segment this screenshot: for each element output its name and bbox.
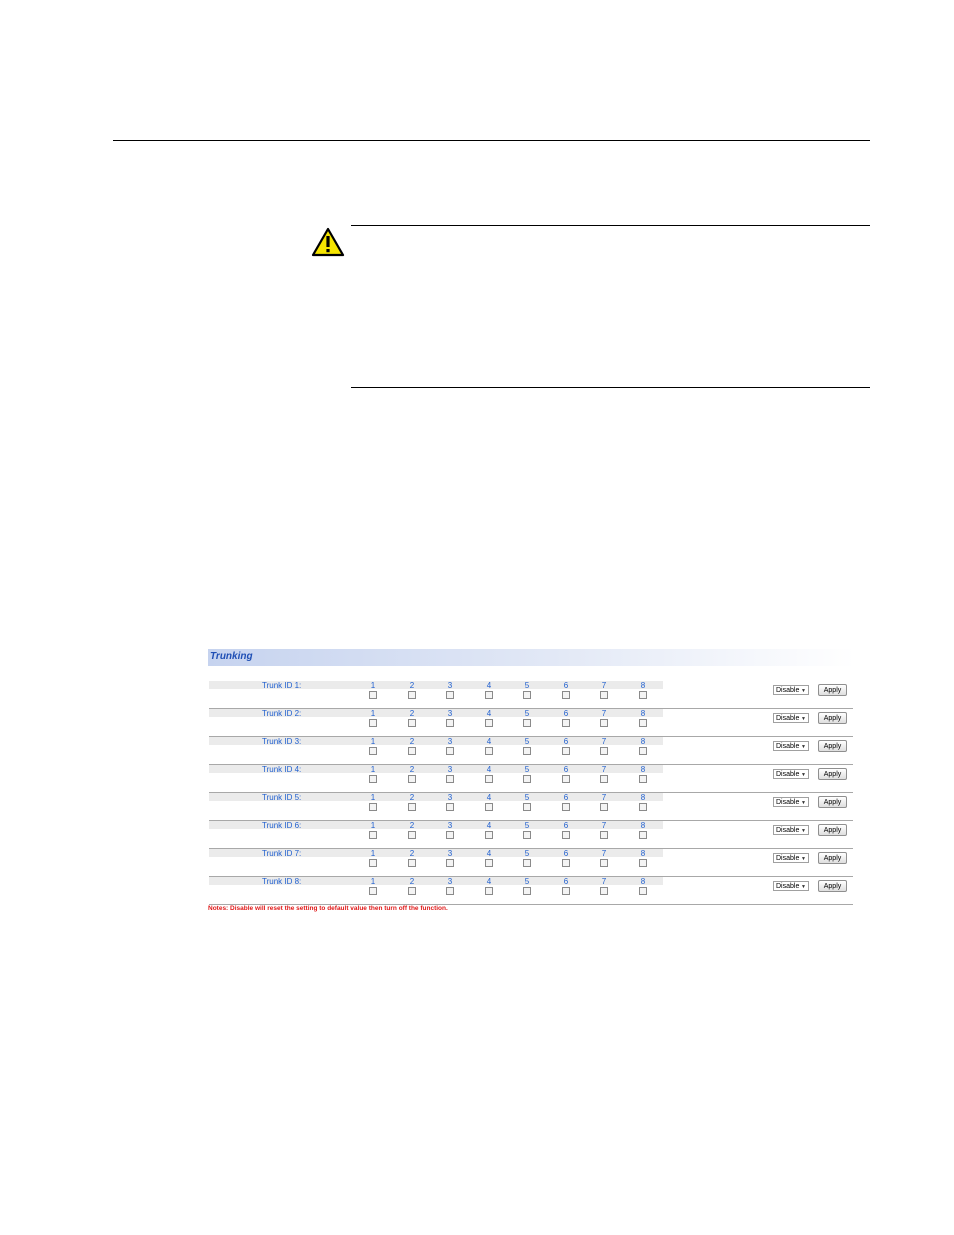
trunk-row — [209, 793, 855, 821]
port-checkbox[interactable] — [523, 775, 531, 783]
port-number: 1 — [370, 821, 376, 830]
port-checkbox[interactable] — [408, 691, 416, 699]
port-number: 8 — [640, 821, 646, 830]
apply-button[interactable]: Apply — [818, 852, 847, 864]
port-number: 3 — [447, 681, 453, 690]
mode-select-value: Disable — [776, 827, 800, 834]
mode-select-value: Disable — [776, 687, 800, 694]
port-1 — [367, 821, 379, 839]
port-number: 8 — [640, 877, 646, 886]
port-7 — [598, 737, 610, 755]
port-number: 1 — [370, 709, 376, 718]
port-2 — [406, 877, 418, 895]
port-6 — [560, 849, 572, 867]
port-4 — [483, 793, 495, 811]
port-checkbox[interactable] — [639, 775, 647, 783]
port-number: 8 — [640, 681, 646, 690]
port-checkbox[interactable] — [562, 859, 570, 867]
port-checkbox[interactable] — [446, 887, 454, 895]
port-number: 7 — [601, 877, 607, 886]
port-number: 5 — [524, 793, 530, 802]
port-checkbox[interactable] — [523, 803, 531, 811]
port-checkbox[interactable] — [600, 831, 608, 839]
port-checkbox[interactable] — [562, 719, 570, 727]
port-4 — [483, 681, 495, 699]
mode-select[interactable] — [773, 713, 809, 723]
port-number: 8 — [640, 793, 646, 802]
trunk-row — [209, 765, 855, 793]
port-number: 1 — [370, 849, 376, 858]
port-number: 7 — [601, 793, 607, 802]
port-number: 4 — [486, 709, 492, 718]
port-number: 3 — [447, 877, 453, 886]
port-number: 2 — [409, 793, 415, 802]
mode-select-value: Disable — [776, 799, 800, 806]
port-checkbox[interactable] — [485, 859, 493, 867]
port-number: 1 — [370, 681, 376, 690]
port-4 — [483, 765, 495, 783]
port-checkbox[interactable] — [639, 859, 647, 867]
port-5 — [521, 681, 533, 699]
mode-select[interactable] — [773, 741, 809, 751]
port-1 — [367, 709, 379, 727]
mode-select-value: Disable — [776, 771, 800, 778]
mode-select-value: Disable — [776, 715, 800, 722]
apply-button[interactable]: Apply — [818, 740, 847, 752]
trunk-label: Trunk ID 5: — [262, 793, 302, 802]
port-number: 7 — [601, 765, 607, 774]
port-number: 5 — [524, 737, 530, 746]
apply-button[interactable]: Apply — [818, 712, 847, 724]
port-6 — [560, 877, 572, 895]
port-3 — [444, 877, 456, 895]
mode-select[interactable] — [773, 769, 809, 779]
port-1 — [367, 877, 379, 895]
port-checkbox[interactable] — [446, 719, 454, 727]
port-8 — [637, 793, 649, 811]
port-6 — [560, 821, 572, 839]
trunk-row — [209, 849, 855, 877]
warning-triangle-icon — [311, 227, 345, 257]
port-checkbox[interactable] — [369, 747, 377, 755]
port-6 — [560, 709, 572, 727]
port-number: 3 — [447, 737, 453, 746]
trunk-row — [209, 821, 855, 849]
port-number: 4 — [486, 849, 492, 858]
port-checkbox[interactable] — [369, 859, 377, 867]
port-number: 6 — [563, 765, 569, 774]
port-number: 5 — [524, 681, 530, 690]
chevron-down-icon: ▼ — [801, 716, 806, 722]
panel-header — [208, 649, 855, 666]
port-checkbox[interactable] — [600, 719, 608, 727]
port-checkbox[interactable] — [408, 747, 416, 755]
port-checkbox[interactable] — [523, 719, 531, 727]
port-3 — [444, 709, 456, 727]
port-number: 7 — [601, 737, 607, 746]
port-checkbox[interactable] — [523, 747, 531, 755]
port-6 — [560, 681, 572, 699]
port-number: 4 — [486, 821, 492, 830]
port-8 — [637, 709, 649, 727]
apply-button[interactable]: Apply — [818, 796, 847, 808]
port-checkbox[interactable] — [639, 831, 647, 839]
port-3 — [444, 765, 456, 783]
port-8 — [637, 765, 649, 783]
port-7 — [598, 765, 610, 783]
port-checkbox[interactable] — [562, 803, 570, 811]
notes-text: Notes: Disable will reset the setting to default value then turn off the function. — [208, 905, 448, 912]
port-3 — [444, 681, 456, 699]
port-number: 3 — [447, 709, 453, 718]
port-5 — [521, 793, 533, 811]
port-number: 5 — [524, 849, 530, 858]
port-checkbox[interactable] — [639, 747, 647, 755]
port-number: 2 — [409, 709, 415, 718]
port-number: 6 — [563, 681, 569, 690]
port-6 — [560, 765, 572, 783]
trunk-label: Trunk ID 3: — [262, 737, 302, 746]
mode-select[interactable] — [773, 881, 809, 891]
port-7 — [598, 793, 610, 811]
port-number: 7 — [601, 709, 607, 718]
port-6 — [560, 737, 572, 755]
port-checkbox[interactable] — [369, 887, 377, 895]
port-checkbox[interactable] — [369, 775, 377, 783]
port-7 — [598, 877, 610, 895]
chevron-down-icon: ▼ — [801, 744, 806, 750]
port-2 — [406, 849, 418, 867]
port-4 — [483, 737, 495, 755]
port-checkbox[interactable] — [562, 887, 570, 895]
port-8 — [637, 877, 649, 895]
port-number: 5 — [524, 765, 530, 774]
panel-title: Trunking — [210, 651, 253, 662]
port-checkbox[interactable] — [446, 691, 454, 699]
port-4 — [483, 821, 495, 839]
mode-select[interactable] — [773, 797, 809, 807]
port-number: 6 — [563, 709, 569, 718]
port-checkbox[interactable] — [446, 831, 454, 839]
port-checkbox[interactable] — [600, 803, 608, 811]
port-checkbox[interactable] — [600, 747, 608, 755]
trunk-label: Trunk ID 7: — [262, 849, 302, 858]
port-2 — [406, 681, 418, 699]
port-8 — [637, 821, 649, 839]
port-number: 2 — [409, 877, 415, 886]
port-number: 8 — [640, 709, 646, 718]
port-number: 3 — [447, 793, 453, 802]
mode-select-value: Disable — [776, 743, 800, 750]
port-2 — [406, 821, 418, 839]
trunk-row — [209, 709, 855, 737]
port-checkbox[interactable] — [600, 691, 608, 699]
port-checkbox[interactable] — [600, 887, 608, 895]
port-checkbox[interactable] — [446, 859, 454, 867]
port-1 — [367, 849, 379, 867]
port-3 — [444, 737, 456, 755]
port-checkbox[interactable] — [639, 803, 647, 811]
port-checkbox[interactable] — [485, 831, 493, 839]
port-7 — [598, 821, 610, 839]
trunk-label: Trunk ID 2: — [262, 709, 302, 718]
port-number: 4 — [486, 737, 492, 746]
port-checkbox[interactable] — [369, 719, 377, 727]
port-1 — [367, 793, 379, 811]
port-number: 5 — [524, 877, 530, 886]
port-checkbox[interactable] — [408, 803, 416, 811]
apply-button[interactable]: Apply — [818, 684, 847, 696]
port-7 — [598, 709, 610, 727]
port-2 — [406, 737, 418, 755]
port-number: 7 — [601, 821, 607, 830]
port-number: 7 — [601, 681, 607, 690]
port-checkbox[interactable] — [369, 691, 377, 699]
port-2 — [406, 709, 418, 727]
trunk-row — [209, 737, 855, 765]
port-checkbox[interactable] — [485, 691, 493, 699]
port-checkbox[interactable] — [485, 719, 493, 727]
port-number: 6 — [563, 849, 569, 858]
port-2 — [406, 765, 418, 783]
port-4 — [483, 877, 495, 895]
port-number: 3 — [447, 849, 453, 858]
mode-select[interactable] — [773, 853, 809, 863]
port-number: 2 — [409, 765, 415, 774]
chevron-down-icon: ▼ — [801, 688, 806, 694]
port-checkbox[interactable] — [446, 747, 454, 755]
port-5 — [521, 737, 533, 755]
apply-button[interactable]: Apply — [818, 880, 847, 892]
caution-bottom-rule — [351, 387, 870, 388]
port-6 — [560, 793, 572, 811]
port-number: 8 — [640, 737, 646, 746]
mode-select-value: Disable — [776, 883, 800, 890]
port-checkbox[interactable] — [369, 831, 377, 839]
port-checkbox[interactable] — [639, 691, 647, 699]
apply-button[interactable]: Apply — [818, 768, 847, 780]
port-checkbox[interactable] — [523, 887, 531, 895]
port-number: 1 — [370, 793, 376, 802]
port-number: 1 — [370, 877, 376, 886]
port-number: 6 — [563, 737, 569, 746]
port-5 — [521, 821, 533, 839]
trunk-label: Trunk ID 1: — [262, 681, 302, 690]
trunk-label: Trunk ID 4: — [262, 765, 302, 774]
port-number: 4 — [486, 877, 492, 886]
port-3 — [444, 821, 456, 839]
port-checkbox[interactable] — [408, 719, 416, 727]
trunk-row — [209, 877, 855, 905]
port-checkbox[interactable] — [446, 803, 454, 811]
port-number: 3 — [447, 821, 453, 830]
port-number: 1 — [370, 737, 376, 746]
caution-top-rule — [351, 225, 870, 226]
port-3 — [444, 793, 456, 811]
mode-select[interactable] — [773, 685, 809, 695]
port-checkbox[interactable] — [562, 747, 570, 755]
trunk-row — [209, 681, 855, 709]
port-checkbox[interactable] — [369, 803, 377, 811]
port-4 — [483, 849, 495, 867]
port-2 — [406, 793, 418, 811]
port-3 — [444, 849, 456, 867]
port-5 — [521, 765, 533, 783]
port-4 — [483, 709, 495, 727]
port-5 — [521, 849, 533, 867]
port-checkbox[interactable] — [523, 859, 531, 867]
port-number: 2 — [409, 849, 415, 858]
port-number: 8 — [640, 765, 646, 774]
port-number: 6 — [563, 877, 569, 886]
chevron-down-icon: ▼ — [801, 772, 806, 778]
chevron-down-icon: ▼ — [801, 856, 806, 862]
port-5 — [521, 709, 533, 727]
chevron-down-icon: ▼ — [801, 828, 806, 834]
port-number: 8 — [640, 849, 646, 858]
port-1 — [367, 765, 379, 783]
chevron-down-icon: ▼ — [801, 800, 806, 806]
port-checkbox[interactable] — [408, 887, 416, 895]
port-number: 2 — [409, 737, 415, 746]
port-number: 3 — [447, 765, 453, 774]
port-number: 7 — [601, 849, 607, 858]
chevron-down-icon: ▼ — [801, 884, 806, 890]
port-checkbox[interactable] — [639, 887, 647, 895]
port-number: 5 — [524, 821, 530, 830]
port-checkbox[interactable] — [639, 719, 647, 727]
port-checkbox[interactable] — [485, 887, 493, 895]
port-checkbox[interactable] — [562, 831, 570, 839]
port-7 — [598, 681, 610, 699]
port-number: 6 — [563, 793, 569, 802]
trunk-rows — [209, 681, 855, 905]
port-7 — [598, 849, 610, 867]
port-checkbox[interactable] — [446, 775, 454, 783]
port-checkbox[interactable] — [408, 775, 416, 783]
mode-select[interactable] — [773, 825, 809, 835]
port-number: 6 — [563, 821, 569, 830]
port-1 — [367, 681, 379, 699]
mode-select-value: Disable — [776, 855, 800, 862]
port-checkbox[interactable] — [408, 831, 416, 839]
port-checkbox[interactable] — [562, 691, 570, 699]
port-checkbox[interactable] — [523, 691, 531, 699]
port-checkbox[interactable] — [485, 803, 493, 811]
port-1 — [367, 737, 379, 755]
port-checkbox[interactable] — [408, 859, 416, 867]
page-top-rule — [113, 140, 870, 141]
port-number: 4 — [486, 765, 492, 774]
trunk-label: Trunk ID 6: — [262, 821, 302, 830]
port-5 — [521, 877, 533, 895]
port-checkbox[interactable] — [523, 831, 531, 839]
port-number: 2 — [409, 821, 415, 830]
port-number: 4 — [486, 793, 492, 802]
port-number: 5 — [524, 709, 530, 718]
port-8 — [637, 737, 649, 755]
port-checkbox[interactable] — [485, 747, 493, 755]
port-checkbox[interactable] — [600, 859, 608, 867]
trunking-panel — [208, 649, 855, 912]
port-number: 2 — [409, 681, 415, 690]
port-checkbox[interactable] — [485, 775, 493, 783]
port-number: 4 — [486, 681, 492, 690]
port-8 — [637, 681, 649, 699]
port-8 — [637, 849, 649, 867]
port-checkbox[interactable] — [562, 775, 570, 783]
trunk-label: Trunk ID 8: — [262, 877, 302, 886]
apply-button[interactable]: Apply — [818, 824, 847, 836]
port-number: 1 — [370, 765, 376, 774]
port-checkbox[interactable] — [600, 775, 608, 783]
